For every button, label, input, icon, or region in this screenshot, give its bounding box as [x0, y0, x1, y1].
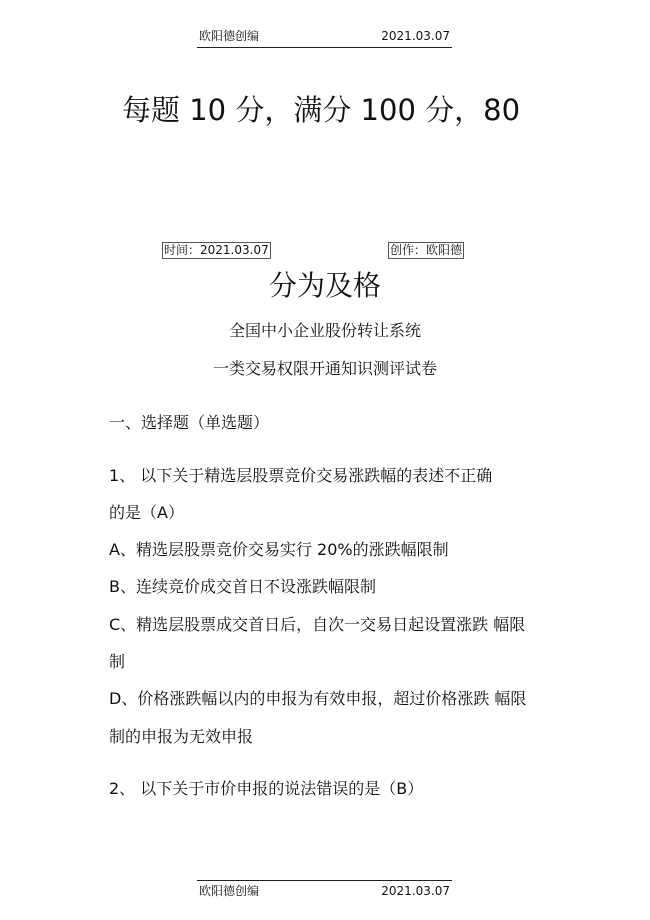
page-footer — [197, 880, 452, 901]
document-title: 分为及格 — [268, 269, 381, 302]
section-heading: 一、选择题（单选题） — [109, 413, 270, 432]
question-1-option-c-line1: C、精选层股票成交首日后，自次一交易日起设置涨跌 幅限 — [109, 615, 526, 634]
scoring-rule-text: 每题 10 分，满分 100 分，80 — [122, 93, 521, 127]
question-2-stem-line1: 2、 以下关于市价申报的说法错误的是（B） — [109, 779, 424, 798]
question-1-option-a: A、精选层股票竞价交易实行 20%的涨跌幅限制 — [109, 540, 449, 559]
document-subtitle-1: 全国中小企业股份转让系统 — [228, 321, 421, 340]
author-label-box: 创作：欧阳德 — [390, 243, 463, 257]
question-1-option-c-line2: 制 — [109, 652, 126, 671]
question-1-stem-line1: 1、 以下关于精选层股票竞价交易涨跌幅的表述不正确 — [109, 466, 493, 485]
question-1-option-b: B、连续竞价成交首日不设涨跌幅限制 — [109, 577, 376, 596]
document-subtitle-2: 一类交易权限开通知识测评试卷 — [212, 359, 437, 378]
time-label-box: 时间：2021.03.07 — [164, 243, 269, 257]
footer-author: 欧阳德创编 — [199, 884, 260, 898]
page-header — [197, 28, 452, 48]
question-1-option-d-line1: D、价格涨跌幅以内的申报为有效申报，超过价格涨跌 幅限 — [109, 689, 527, 708]
question-1-stem-line2: 的是（A） — [109, 503, 184, 522]
footer-date: 2021.03.07 — [381, 884, 450, 898]
header-date: 2021.03.07 — [381, 29, 450, 43]
header-author: 欧阳德创编 — [199, 29, 260, 43]
question-1-option-d-line2: 制的申报为无效申报 — [109, 727, 254, 746]
